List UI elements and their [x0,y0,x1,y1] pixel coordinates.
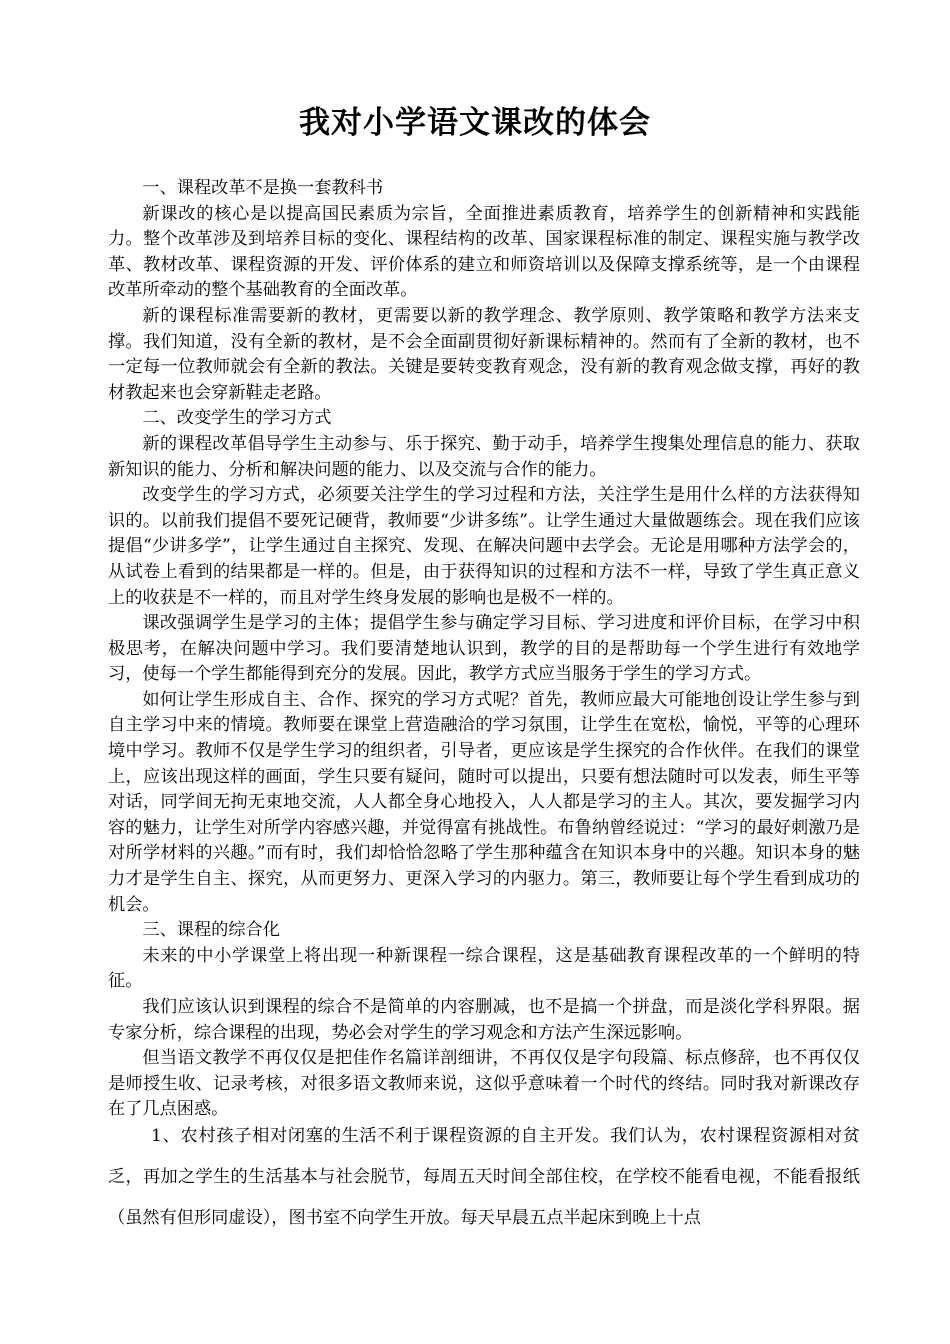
section-heading-3: 三、课程的综合化 [142,920,280,941]
paragraph: 新的课程标准需要新的教材，更需要以新的教学理念、教学原则、教学策略和教学方法来支撑。我们知道，没有全新的教材，是不会全面副贯彻好新课标精神的。然而有了全新的教材，也不一定每一位教师就会有全新的教法。关键是要转变教育观念，没有新的教育观念做支撑，再好的教材教起来也会穿新鞋走老路。 [108,305,860,403]
paragraph: 未来的中小学课堂上将出现一种新课程一综合课程，这是基础教育课程改革的一个鲜明的特征。 [108,945,860,992]
document-body [108,176,860,1239]
paragraph: 改变学生的学习方式，必须要关注学生的学习过程和方法，关注学生是用什么样的方法获得知识的。以前我们提倡不要死记硬背，教师要“少讲多练”。让学生通过大量做题练会。现在我们应该提倡“少讲多学”，让学生通过自主探究、发现、在解决问题中去学会。无论是用哪种方法学会的，从试卷上看到的结果都是一样的。但是，由于获得知识的过程和方法不一样，导致了学生真正意义上的收获是不一样的，而且对学生终身发展的影响也是极不一样的。 [108,485,860,608]
paragraph: 如何让学生形成自主、合作、探究的学习方式呢？首先，教师应最大可能地创设让学生参与到自主学习中来的情境。教师要在课堂上营造融洽的学习氛围，让学生在宽松，愉悦，平等的心理环境中学习。教师不仅是学生学习的组织者，引导者，更应该是学生探究的合作伙伴。在我们的课堂上，应该出现这样的画面，学生只要有疑问，随时可以提出，只要有想法随时可以发表，师生平等对话，同学间无拘无束地交流，人人都全身心地投入，人人都是学习的主人。其次，要发掘学习内容的魅力，让学生对所学内容感兴趣，并觉得富有挑战性。布鲁纳曾经说过：“学习的最好刺激乃是对所学材料的兴趣。”而有时，我们却恰恰忽略了学生那种蕴含在知识本身中的兴趣。知识本身的魅力才是学生自主、探究，从而更努力、更深入学习的内驱力。第三，教师要让每个学生看到成功的机会。 [108,689,860,915]
numbered-paragraph-1: 1、农村孩子相对闭塞的生活不利于课程资源的自主开发。我们认为，农村课程资源相对贫乏，再加之学生的生活基本与社会脱节，每周五天时间全部住校，在学校不能看电视，不能看报纸（虽然有但形同虚设），图书室不向学生开放。每天早晨五点半起床到晚上十点 [108,1125,860,1228]
paragraph: 我们应该认识到课程的综合不是简单的内容删减，也不是搞一个拼盘，而是淡化学科界限。据专家分析，综合课程的出现，势必会对学生的学习观念和方法产生深远影响。 [108,997,860,1043]
paragraph: 但当语文教学不再仅仅是把佳作名篇详剖细讲，不再仅仅是字句段篇、标点修辞，也不再仅仅是师授生收、记录考核，对很多语文教师来说，这似乎意味着一个时代的终结。同时我对新课改存在了几点困惑。 [108,1048,860,1120]
document-title: 我对小学语文课改的体会 [299,105,651,141]
paragraph: 新课改的核心是以提高国民素质为宗旨，全面推进素质教育，培养学生的创新精神和实践能力。整个改革涉及到培养目标的变化、课程结构的改革、国家课程标准的制定、课程实施与教学改革、教材改革、课程资源的开发、评价体系的建立和师资培训以及保障支撑系统等，是一个由课程改革所牵动的整个基础教育的全面改革。 [108,203,860,301]
section-heading-1: 一、课程改革不是换一套教科书 [142,178,384,198]
paragraph: 课改强调学生是学习的主体；提倡学生参与确定学习目标、学习进度和评价目标，在学习中积极思考，在解决问题中学习。我们要清楚地认识到，教学的目的是帮助每一个学生进行有效地学习，使每一个学生都能得到充分的发展。因此，教学方式应当服务于学生的学习方式。 [108,613,860,685]
section-heading-2: 二、改变学生的学习方式 [142,408,332,429]
paragraph: 新的课程改革倡导学生主动参与、乐于探究、勤于动手，培养学生搜集处理信息的能力、获取新知识的能力、分析和解决问题的能力、以及交流与合作的能力。 [108,433,860,480]
